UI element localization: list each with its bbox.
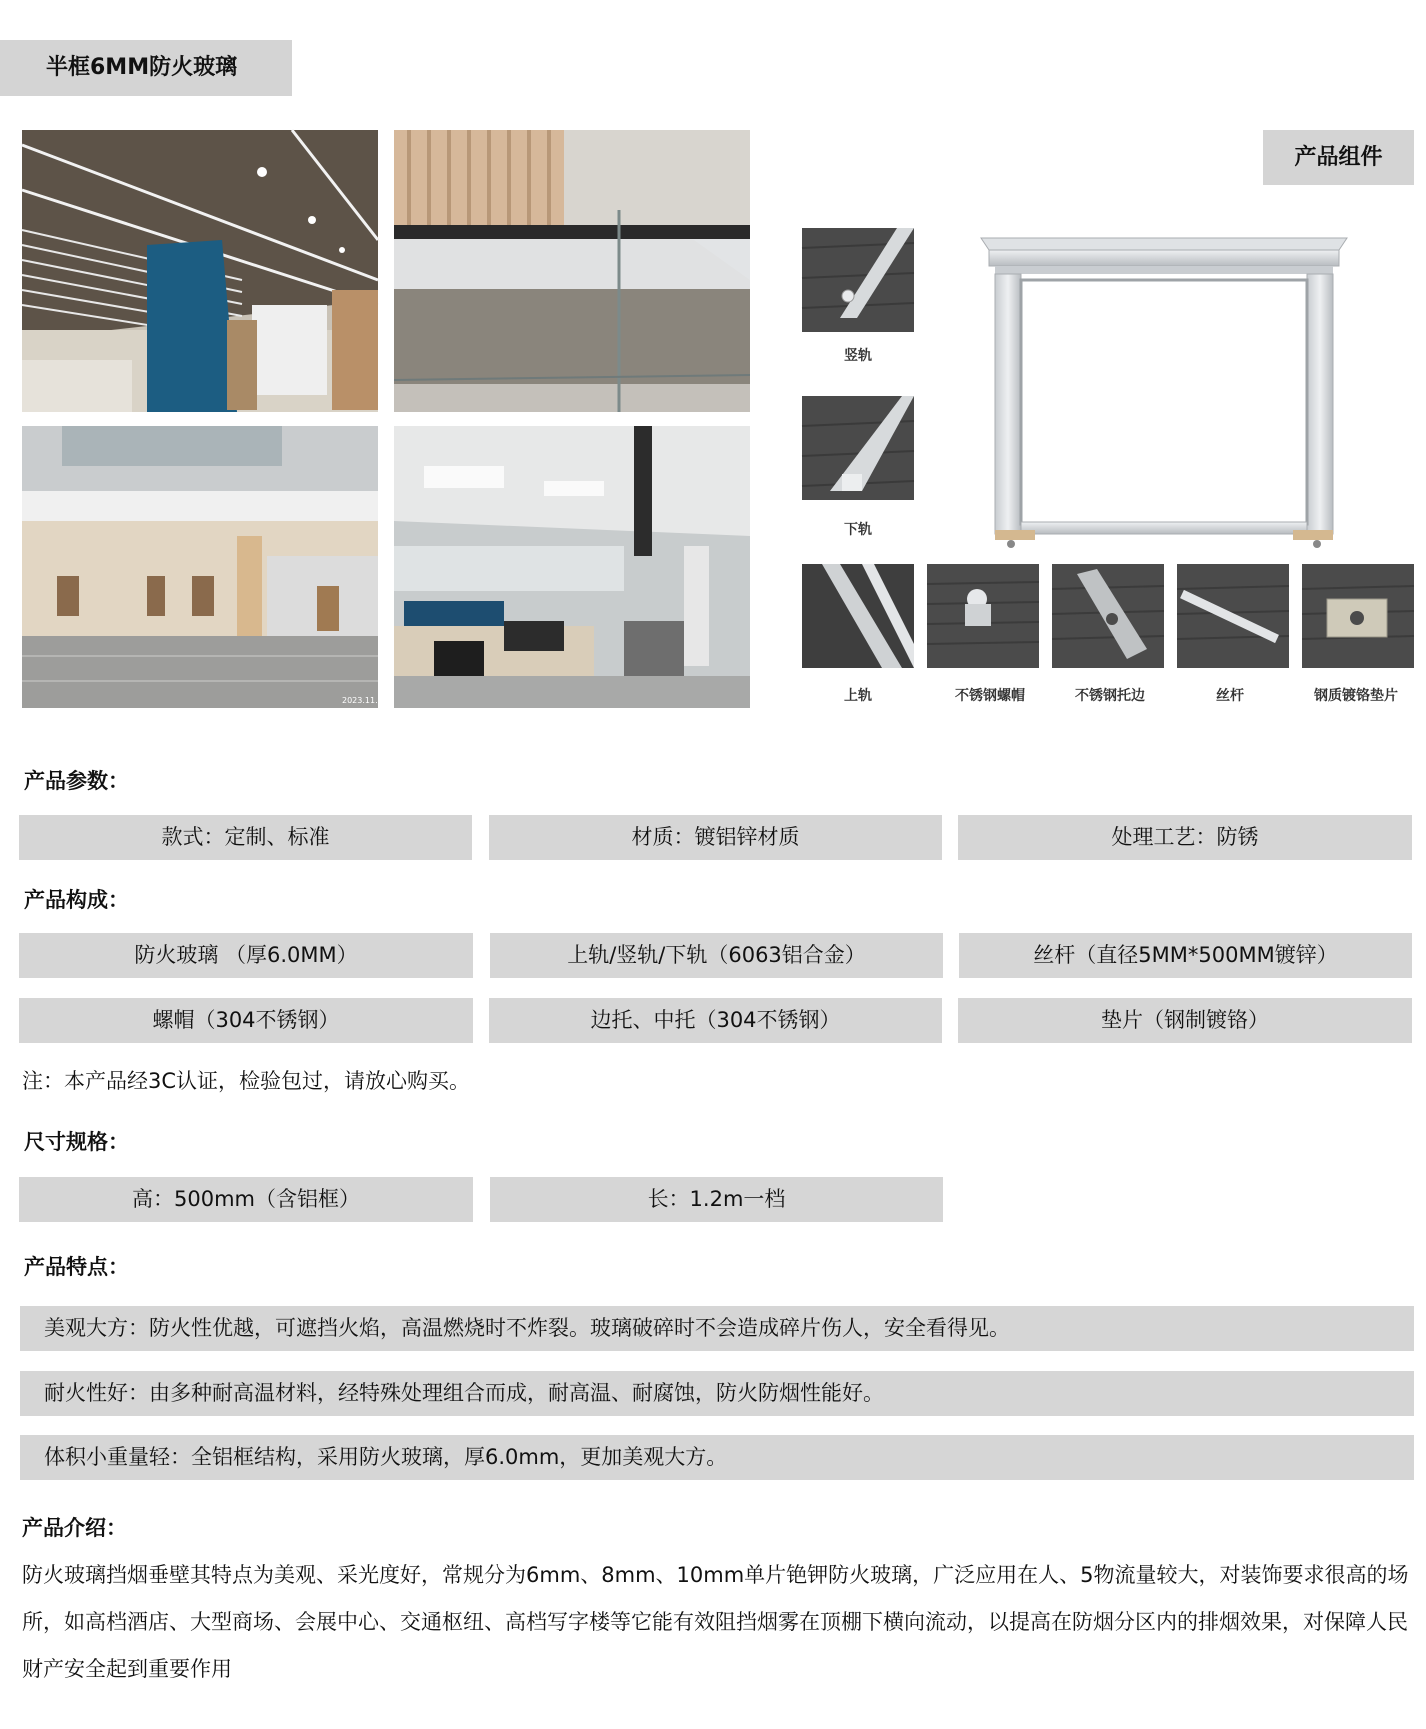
size-heading: 尺寸规格： (24, 1130, 129, 1154)
feature-row: 体积小重量轻：全铝框结构，采用防火玻璃，厚6.0mm，更加美观大方。 (20, 1435, 1414, 1480)
components-heading: 产品组件 (1263, 130, 1414, 185)
installation-photo-glass-partition (394, 130, 750, 412)
composition-cell: 防火玻璃 （厚6.0MM） (19, 933, 473, 978)
photo-timestamp: 2023.11.1 (342, 696, 383, 705)
feature-row: 耐火性好：由多种耐高温材料，经特殊处理组合而成，耐高温、耐腐蚀，防火防烟性能好。 (20, 1371, 1414, 1416)
page-title: 半框6MM防火玻璃 (0, 40, 292, 96)
chrome-washer-icon (1302, 564, 1414, 668)
params-heading: 产品参数： (24, 769, 129, 793)
stainless-edge-bracket-icon (1052, 564, 1164, 668)
composition-cell: 边托、中托（304不锈钢） (489, 998, 942, 1043)
frame-assembly-diagram (975, 230, 1355, 552)
part-label-top-rail: 上轨 (844, 688, 872, 704)
part-label-stainless-edge-bracket: 不锈钢托边 (1075, 688, 1145, 704)
feature-row: 美观大方：防火性优越，可遮挡火焰，高温燃烧时不炸裂。玻璃破碎时不会造成碎片伤人，安全看得见。 (20, 1306, 1414, 1351)
bottom-rail-icon (802, 396, 914, 500)
part-label-vertical-rail: 竖轨 (844, 348, 872, 364)
installation-photo-lobby-column (22, 130, 378, 412)
composition-cell: 螺帽（304不锈钢） (19, 998, 473, 1043)
installation-photo-office (394, 426, 750, 708)
features-heading: 产品特点： (24, 1255, 129, 1279)
certification-note: 注：本产品经3C认证，检验包过，请放心购买。 (22, 1069, 471, 1093)
threaded-rod-icon (1177, 564, 1289, 668)
vertical-rail-icon (802, 228, 914, 332)
part-label-bottom-rail: 下轨 (844, 522, 872, 538)
composition-cell: 丝杆（直径5MM*500MM镀锌） (959, 933, 1412, 978)
param-cell: 处理工艺：防锈 (958, 815, 1412, 860)
composition-cell: 垫片（钢制镀铬） (958, 998, 1412, 1043)
part-label-threaded-rod: 丝杆 (1216, 688, 1244, 704)
composition-heading: 产品构成： (24, 888, 129, 912)
composition-cell: 上轨/竖轨/下轨（6063铝合金） (490, 933, 943, 978)
param-cell: 材质：镀铝锌材质 (489, 815, 942, 860)
part-label-stainless-nut: 不锈钢螺帽 (955, 688, 1025, 704)
intro-text: 防火玻璃挡烟垂壁其特点为美观、采光度好，常规分为6mm、8mm、10mm单片铯钾防火玻璃，广泛应用在人、5物流量较大，对装饰要求很高的场所，如高档酒店、大型商场、会展中心、交通枢纽、高档写字楼等它能有效阻挡烟雾在顶棚下横向流动，以提高在防烟分区内的排烟效果，对保障人民财产安全起到重要作用 (22, 1563, 1409, 1681)
size-cell: 长：1.2m一档 (490, 1177, 943, 1222)
intro-heading: 产品介绍： (22, 1516, 127, 1540)
size-cell: 高：500mm（含铝框） (19, 1177, 473, 1222)
installation-photo-atrium (22, 426, 383, 708)
part-label-chrome-washer: 钢质镀铬垫片 (1314, 688, 1398, 704)
param-cell: 款式：定制、标准 (19, 815, 472, 860)
stainless-nut-icon (927, 564, 1039, 668)
top-rail-icon (802, 564, 914, 668)
